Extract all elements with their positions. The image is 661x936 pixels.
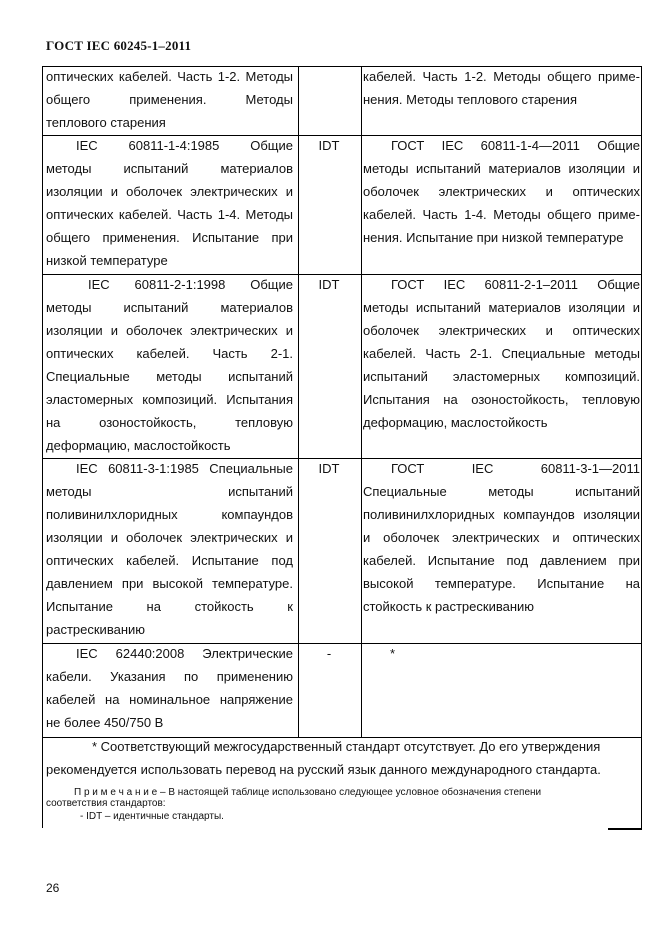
table-row-2-degree: IDT [318,277,340,292]
cell-line: общего применения. Испытание при [46,230,293,245]
column-divider-1 [298,66,299,737]
cell-line: и оболочек электрических и оптических [363,530,640,545]
cell-line: оптических кабелей. Часть 2-1. [46,346,293,361]
cell-line: испытаний эластомерных композиций. [363,369,640,384]
cell-line: оптических кабелей. Часть 1-4. Методы [46,207,293,222]
page-number: 26 [46,881,60,895]
column-divider-2 [361,66,362,737]
cell-line: на озоностойкость, тепловую [46,415,293,430]
cell-line: деформацию, маслостойкость [46,438,231,453]
footnote-marker: * [390,646,396,661]
cell-line: методы испытаний материалов [46,300,293,315]
cell-line: общего применения. Методы [46,92,293,107]
cell-line: оболочек электрических и оптических [363,184,640,199]
cell-line: оболочек электрических и оптических [363,323,640,338]
table-row-2-left [46,273,293,457]
cell-line: изоляции и оболочек электрических и [46,530,293,545]
table-bottom-rule [608,828,642,830]
table-row-1-left [46,134,293,272]
footnote-line-1: * Соответствующий межгосударственный стандарт отсутствует. До его утверждения [92,739,601,754]
cell-line: изоляции и оболочек электрических и [46,323,293,338]
cell-line: IEC 62440:2008 Электрические [76,646,293,661]
cell-line: методы испытаний материалов изоляции и [363,161,640,176]
cell-line: Специальные методы испытаний [46,369,293,384]
table-row-0-left [46,65,293,134]
cell-line: деформацию, маслостойкость [363,415,548,430]
table-row-3-degree: IDT [318,461,340,476]
table-row-3-right [363,457,640,618]
table-row-4-right [390,642,430,665]
document-header: ГОСТ IEC 60245-1–2011 [46,38,192,53]
cell-line: кабели. Указания по применению [46,669,293,684]
table-row-1-right [363,134,640,249]
footnote-line-2: рекомендуется использовать перевод на русский язык данного международного стандарта. [46,762,601,777]
cell-line: кабелей. Часть 2-1. Специальные методы [363,346,640,361]
cell-line: IEC 60811-1-4:1985 Общие [76,138,293,153]
cell-line: оптических кабелей. Часть 1-2. Методы [46,69,293,84]
cell-line: эластомерных композиций. Испытания [46,392,293,407]
cell-line: ГОСТ IEC 60811-2-1–2011 Общие [391,277,640,292]
cell-line: методы испытаний [46,484,293,499]
cell-line: нения. Испытание при низкой температуре [363,230,624,245]
table-row-2-right [363,273,640,434]
cell-line: нения. Методы теплового старения [363,92,577,107]
cell-line: кабелей. Часть 1-2. Методы общего приме- [363,69,640,84]
cell-line: оптических кабелей. Испытание под [46,553,293,568]
cell-line: Испытание на стойкость к [46,599,293,614]
table-row-0-right [363,65,640,111]
cell-line: методы испытаний материалов изоляции и [363,300,640,315]
cell-line: Специальные методы испытаний [363,484,640,499]
cell-line: изоляции и оболочек электрических и [46,184,293,199]
cell-line: не более 450/750 В [46,715,164,730]
cell-line: ГОСТ IEC 60811-1-4—2011 Общие [391,138,640,153]
cell-line: ГОСТ IEC 60811-3-1—2011 [391,461,640,476]
table-row-1-degree: IDT [318,138,340,153]
cell-line: высокой температуре. Испытание на [363,576,640,591]
cell-line: кабелей на номинальное напряжение [46,692,293,707]
table-note-line-3: - IDT – идентичные стандарты. [80,811,224,822]
cell-line: поливинилхлоридных компаундов [46,507,293,522]
cell-line: кабелей. Испытание под давлением при [363,553,640,568]
cell-line: IEC 60811-3-1:1985 Специальные [76,461,293,476]
table-row-4-degree: - [326,646,332,661]
table-row-4-left [46,642,293,734]
cell-line: методы испытаний материалов [46,161,293,176]
cell-line: кабелей. Часть 1-4. Методы общего приме- [363,207,640,222]
table-note-line-2: соответствия стандартов: [46,798,166,809]
cell-line: IEC 60811-2-1:1998 Общие [88,277,293,292]
table-note-line-1: П р и м е ч а н и е – В настоящей таблице использовано следующее условное обозначения степени [74,787,542,798]
cell-line: растрескиванию [46,622,146,637]
table-row-3-left [46,457,293,641]
cell-line: поливинилхлоридных компаундов изоляции [363,507,640,522]
cell-line: стойкость к растрескиванию [363,599,535,614]
cell-line: теплового старения [46,115,166,130]
cell-line: Испытания на озоностойкость, тепловую [363,392,640,407]
cell-line: низкой температуре [46,253,168,268]
cell-line: давлением при высокой температуре. [46,576,293,591]
